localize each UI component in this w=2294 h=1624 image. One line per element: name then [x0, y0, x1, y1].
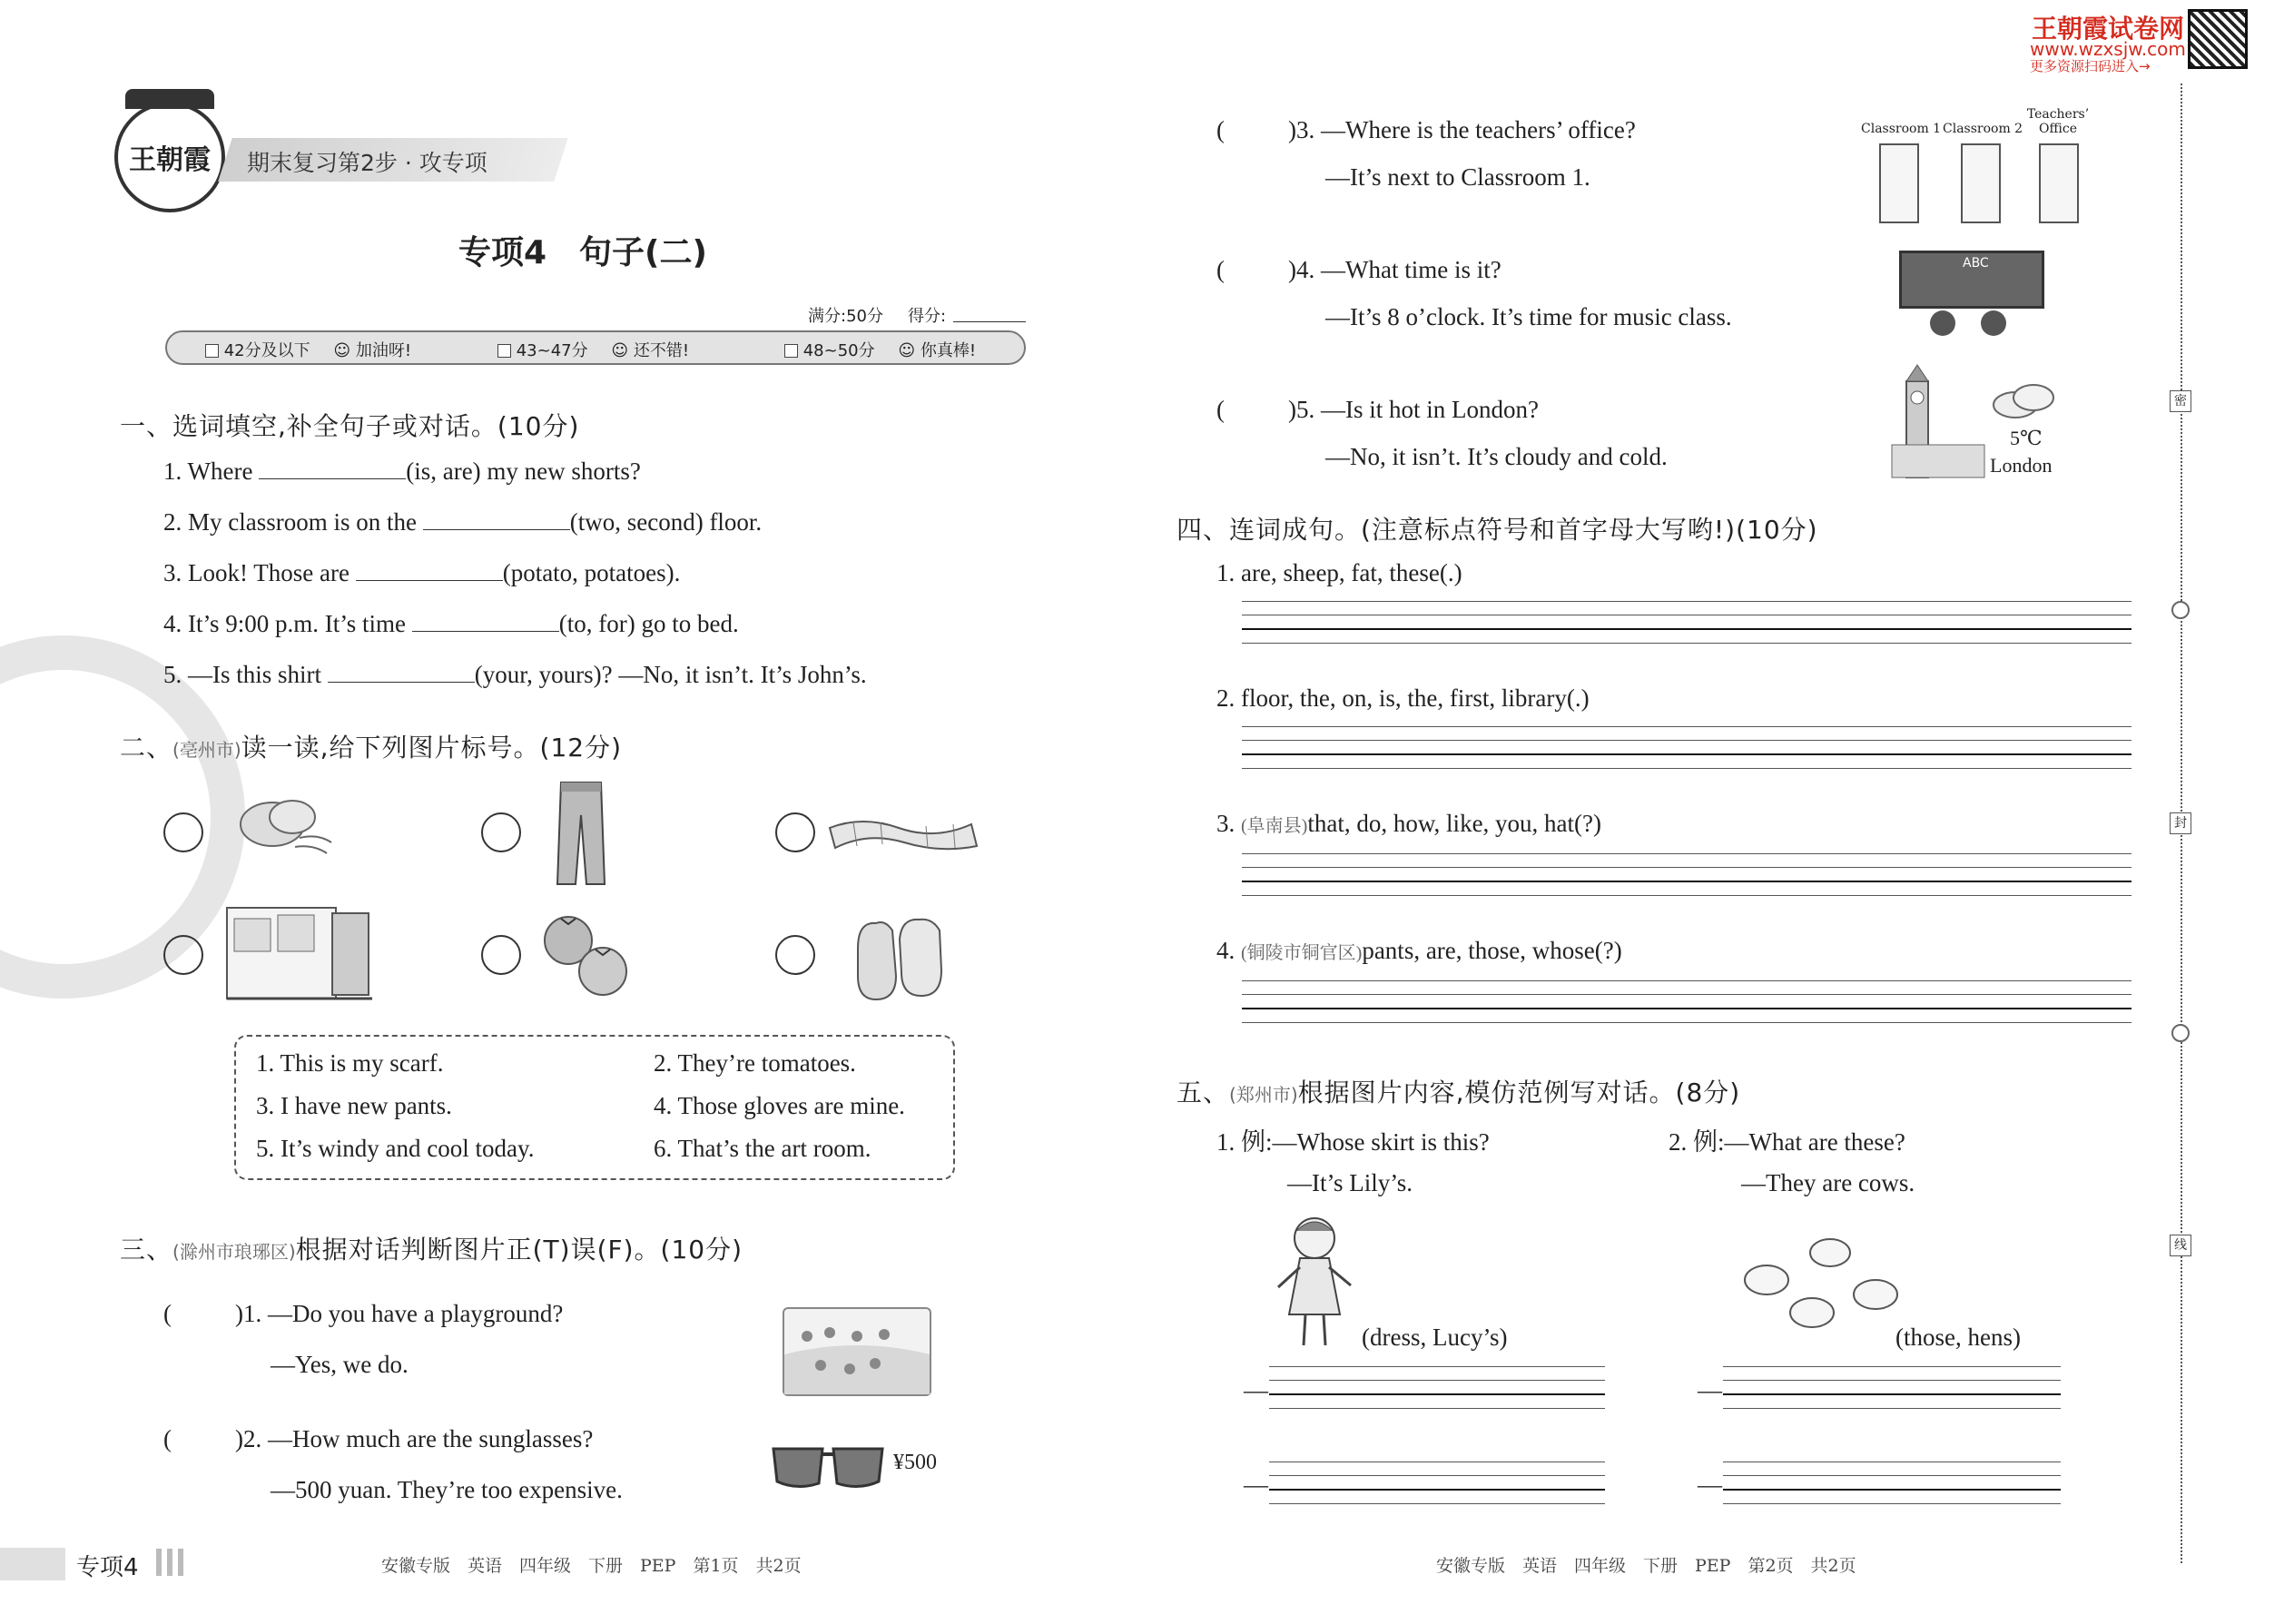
- s1-item-2: 2. My classroom is on the (two, second) floor.: [163, 508, 763, 536]
- pants-picture: [554, 779, 608, 888]
- level-3: [784, 338, 976, 361]
- gloves-picture: [849, 912, 949, 1003]
- music-class-picture: [1899, 251, 2044, 350]
- s1-item-4: 4. It’s 9:00 p.m. It’s time (to, for) go to bed.: [163, 610, 739, 637]
- s3-item-2-a: —500 yuan. They’re too expensive.: [271, 1476, 623, 1503]
- s5-hint-1: (dress, Lucy’s): [1362, 1324, 1508, 1351]
- weather-city: London: [1990, 454, 2053, 477]
- s4-item-4: 4. (铜陵市铜官区)pants, are, those, whose(?): [1216, 937, 1622, 964]
- site-hint: 更多资源扫码进入→: [2030, 58, 2151, 74]
- cloud-wind-picture: [236, 788, 336, 861]
- score-got: 得分:: [908, 307, 947, 326]
- footer-dots: [156, 1549, 183, 1576]
- dash-2b: —: [1698, 1471, 1722, 1498]
- s1-item-1: 1. Where (is, are) my new shorts?: [163, 458, 641, 485]
- margin-mark-1: 密: [2170, 390, 2191, 412]
- level-range: 42分及以下: [223, 341, 310, 360]
- door-label-2: Classroom 2: [1943, 122, 2023, 136]
- level-checkbox[interactable]: [205, 344, 219, 358]
- sentence-5: 5. It’s windy and cool today.: [256, 1135, 535, 1162]
- label-circle[interactable]: [481, 935, 521, 975]
- footer-label: 专项4: [76, 1554, 139, 1581]
- site-name: 王朝霞试卷网: [2032, 14, 2185, 44]
- section3-title: 三、(滁州市琅琊区)根据对话判断图片正(T)误(F)。(10分): [120, 1235, 743, 1265]
- dash-2a: —: [1698, 1376, 1722, 1403]
- watermark-seal: [0, 635, 245, 999]
- sentence-2: 2. They’re tomatoes.: [654, 1049, 856, 1077]
- section4-title: 四、连词成句。(注意标点符号和首字母大写哟!)(10分): [1177, 515, 1818, 545]
- sentence-4: 4. Those gloves are mine.: [654, 1092, 905, 1119]
- s5-example-1-a: —It’s Lily’s.: [1287, 1169, 1413, 1196]
- label-circle[interactable]: [775, 812, 815, 852]
- score-blank[interactable]: [953, 321, 1026, 322]
- binding-hole-icon: [2171, 1024, 2190, 1042]
- s3-item-2-q: ( )2. —How much are the sunglasses?: [163, 1425, 594, 1452]
- door-picture: [2039, 143, 2079, 223]
- s5-example-1-q: 1. 例:—Whose skirt is this?: [1216, 1128, 1490, 1156]
- level-comment: 还不错!: [633, 341, 690, 360]
- answer-blank[interactable]: [423, 510, 570, 530]
- s1-item-3: 3. Look! Those are (potato, potatoes).: [163, 559, 681, 586]
- section1-title: 一、选词填空,补全句子或对话。(10分): [120, 411, 580, 441]
- binding-hole-icon: [2171, 601, 2190, 619]
- footer-right: 安徽专版 英语 四年级 下册 PEP 第2页 共2页: [1436, 1556, 1856, 1576]
- answer-lines[interactable]: [1242, 853, 2132, 896]
- sentence-6: 6. That’s the art room.: [654, 1135, 871, 1162]
- s3-item-1-a: —Yes, we do.: [271, 1351, 409, 1378]
- dash-1b: —: [1244, 1471, 1268, 1498]
- sentence-1: 1. This is my scarf.: [256, 1049, 444, 1077]
- door-picture: [1879, 143, 1919, 223]
- answer-lines[interactable]: [1242, 980, 2132, 1023]
- s3-item-1-q: ( )1. —Do you have a playground?: [163, 1300, 564, 1327]
- s1-item-5: 5. —Is this shirt (your, yours)? —No, it isn’t. It’s John’s.: [163, 661, 867, 688]
- student-icon: [1981, 310, 2006, 336]
- s5-example-2-a: —They are cows.: [1741, 1169, 1915, 1196]
- answer-blank[interactable]: [412, 612, 559, 632]
- site-url[interactable]: www.wzxsjw.com: [2030, 38, 2186, 60]
- answer-lines[interactable]: [1723, 1366, 2061, 1409]
- brand-logo-text: 王朝霞: [129, 144, 211, 176]
- label-circle[interactable]: [163, 812, 203, 852]
- s3-item-3-q: ( )3. —Where is the teachers’ office?: [1216, 116, 1636, 143]
- smile-icon: ☺: [898, 341, 916, 360]
- door-label-1: Classroom 1: [1861, 122, 1942, 136]
- score-full: 满分:50分: [808, 307, 883, 326]
- crown-icon: [125, 89, 214, 109]
- footer-tab: [0, 1548, 65, 1580]
- step-banner-text: 期末复习第2步 · 攻专项: [247, 150, 487, 176]
- s4-item-1: 1. are, sheep, fat, these(.): [1216, 559, 1462, 586]
- s4-item-2: 2. floor, the, on, is, the, first, library(.): [1216, 684, 1590, 712]
- s5-example-2-q: 2. 例:—What are these?: [1669, 1128, 1905, 1156]
- answer-lines[interactable]: [1242, 601, 2132, 644]
- board-text: ABC: [1963, 256, 1989, 271]
- scarf-picture: [826, 808, 980, 862]
- sunglasses-price: ¥500: [893, 1451, 937, 1474]
- answer-lines[interactable]: [1269, 1462, 1605, 1504]
- playground-picture: [783, 1307, 931, 1396]
- girl-picture: [1269, 1213, 1360, 1351]
- label-circle[interactable]: [481, 812, 521, 852]
- answer-blank[interactable]: [328, 663, 475, 683]
- level-range: 48~50分: [802, 341, 875, 360]
- section5-title: 五、(郑州市)根据图片内容,模仿范例写对话。(8分): [1177, 1078, 1741, 1107]
- sentence-3: 3. I have new pants.: [256, 1092, 452, 1119]
- s3-item-5-q: ( )5. —Is it hot in London?: [1216, 396, 1539, 423]
- margin-mark-3: 线: [2170, 1235, 2191, 1256]
- s3-item-5-a: —No, it isn’t. It’s cloudy and cold.: [1325, 443, 1668, 470]
- s3-item-4-a: —It’s 8 o’clock. It’s time for music class.: [1325, 303, 1732, 330]
- hens-picture: [1739, 1235, 1903, 1343]
- answer-lines[interactable]: [1723, 1462, 2061, 1504]
- answer-lines[interactable]: [1242, 726, 2132, 769]
- level-2: [497, 338, 689, 361]
- tomatoes-picture: [536, 908, 635, 999]
- answer-lines[interactable]: [1269, 1366, 1605, 1409]
- answer-blank[interactable]: [259, 459, 406, 479]
- level-comment: 加油呀!: [355, 341, 412, 360]
- level-checkbox[interactable]: [784, 344, 798, 358]
- footer-left: 安徽专版 英语 四年级 下册 PEP 第1页 共2页: [381, 1556, 802, 1576]
- qr-code-icon[interactable]: [2188, 9, 2248, 69]
- smile-icon: ☺: [333, 341, 351, 360]
- label-circle[interactable]: [163, 935, 203, 975]
- margin-mark-2: 封: [2170, 812, 2191, 834]
- section2-title: 二、(亳州市)读一读,给下列图片标号。(12分): [120, 733, 623, 763]
- level-range: 43~47分: [516, 341, 588, 360]
- page-title: 专项4 句子(二): [458, 234, 707, 271]
- level-1: [205, 338, 411, 361]
- s4-item-3: 3. (阜南县)that, do, how, like, you, hat(?): [1216, 810, 1601, 837]
- cloud-icon: [1988, 379, 2061, 419]
- level-comment: 你真棒!: [920, 341, 977, 360]
- door-label-3: Teachers’ Office: [2026, 107, 2090, 136]
- door-picture: [1961, 143, 2001, 223]
- sunglasses-picture: [770, 1442, 886, 1492]
- s3-item-3-a: —It’s next to Classroom 1.: [1325, 163, 1590, 191]
- smile-icon: ☺: [611, 341, 629, 360]
- s5-hint-2: (those, hens): [1895, 1324, 2021, 1351]
- s3-item-4-q: ( )4. —What time is it?: [1216, 256, 1501, 283]
- brand-logo: [114, 102, 225, 212]
- weather-temp: 5℃: [2010, 427, 2043, 449]
- dash-1a: —: [1244, 1376, 1268, 1403]
- answer-blank[interactable]: [356, 561, 503, 581]
- student-icon: [1930, 310, 1955, 336]
- art-room-picture: [225, 906, 375, 1001]
- london-picture: [1888, 363, 1988, 481]
- label-circle[interactable]: [775, 935, 815, 975]
- level-checkbox[interactable]: [497, 344, 511, 358]
